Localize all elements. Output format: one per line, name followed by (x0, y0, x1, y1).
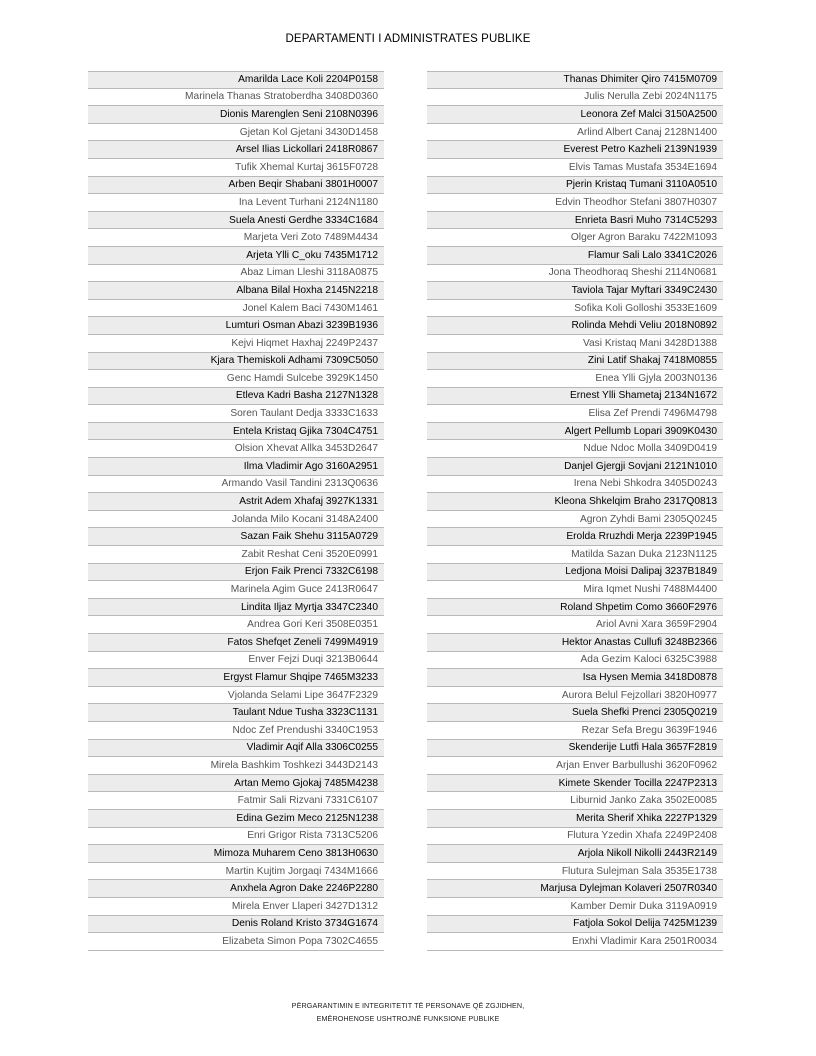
footer-line-1: PËRGARANTIMIN E INTEGRITETIT TË PERSONAVE QË ZGJIDHEN, (291, 1001, 525, 1010)
list-item: Ergyst Flamur Shqipe 7465M3233 (88, 669, 384, 687)
list-item: Etleva Kadri Basha 2127N1328 (88, 388, 384, 406)
list-item: Roland Shpetim Como 3660F2976 (427, 599, 723, 617)
list-item: Flamur Sali Lalo 3341C2026 (427, 247, 723, 265)
list-item: Edvin Theodhor Stefani 3807H0307 (427, 194, 723, 212)
list-item: Ariol Avni Xara 3659F2904 (427, 616, 723, 634)
list-item: Edina Gezim Meco 2125N1238 (88, 810, 384, 828)
list-item: Anxhela Agron Dake 2246P2280 (88, 880, 384, 898)
list-item: Genc Hamdi Sulcebe 3929K1450 (88, 370, 384, 388)
list-item: Sazan Faik Shehu 3115A0729 (88, 528, 384, 546)
list-item: Skenderije Lutfi Hala 3657F2819 (427, 740, 723, 758)
list-item: Matilda Sazan Duka 2123N1125 (427, 546, 723, 564)
list-item: Tufik Xhemal Kurtaj 3615F0728 (88, 159, 384, 177)
list-item: Arjola Nikoll Nikolli 2443R2149 (427, 845, 723, 863)
footer-line-2: EMËROHENOSE USHTROJNË FUNKSIONE PUBLIKE (316, 1014, 500, 1023)
list-item: Ina Levent Turhani 2124N1180 (88, 194, 384, 212)
list-item: Arjeta Ylli C_oku 7435M1712 (88, 247, 384, 265)
list-item: Erjon Faik Prenci 7332C6198 (88, 564, 384, 582)
list-item: Denis Roland Kristo 3734G1674 (88, 916, 384, 934)
list-item: Algert Pellumb Lopari 3909K0430 (427, 423, 723, 441)
list-item: Amarilda Lace Koli 2204P0158 (88, 71, 384, 89)
list-item: Lumturi Osman Abazi 3239B1936 (88, 317, 384, 335)
list-item: Enxhi Vladimir Kara 2501R0034 (427, 933, 723, 951)
list-item: Mira Iqmet Nushi 7488M4400 (427, 581, 723, 599)
list-item: Soren Taulant Dedja 3333C1633 (88, 405, 384, 423)
list-item: Flutura Yzedin Xhafa 2249P2408 (427, 828, 723, 846)
list-item: Fatjola Sokol Delija 7425M1239 (427, 916, 723, 934)
list-item: Enrieta Basri Muho 7314C5293 (427, 212, 723, 230)
list-item: Martin Kujtim Jorgaqi 7434M1666 (88, 863, 384, 881)
list-item: Danjel Gjergji Sovjani 2121N1010 (427, 458, 723, 476)
list-item: Vladimir Aqif Alla 3306C0255 (88, 740, 384, 758)
list-item: Olger Agron Baraku 7422M1093 (427, 229, 723, 247)
list-item: Leonora Zef Malci 3150A2500 (427, 106, 723, 124)
list-item: Gjetan Kol Gjetani 3430D1458 (88, 124, 384, 142)
list-item: Jolanda Milo Kocani 3148A2400 (88, 511, 384, 529)
list-item: Entela Kristaq Gjika 7304C4751 (88, 423, 384, 441)
list-item: Enver Fejzi Duqi 3213B0644 (88, 652, 384, 670)
list-item: Enea Ylli Gjyla 2003N0136 (427, 370, 723, 388)
list-item: Pjerin Kristaq Tumani 3110A0510 (427, 177, 723, 195)
list-item: Everest Petro Kazheli 2139N1939 (427, 141, 723, 159)
list-item: Albana Bilal Hoxha 2145N2218 (88, 282, 384, 300)
list-item: Taulant Ndue Tusha 3323C1131 (88, 704, 384, 722)
list-item: Suela Shefki Prenci 2305Q0219 (427, 704, 723, 722)
page-footer (0, 999, 816, 1025)
list-item: Ledjona Moisi Dalipaj 3237B1849 (427, 564, 723, 582)
list-item: Marjeta Veri Zoto 7489M4434 (88, 229, 384, 247)
list-item: Aurora Belul Fejzollari 3820H0977 (427, 687, 723, 705)
list-item: Isa Hysen Memia 3418D0878 (427, 669, 723, 687)
list-item: Kjara Themiskoli Adhami 7309C5050 (88, 353, 384, 371)
list-item: Zabit Reshat Ceni 3520E0991 (88, 546, 384, 564)
list-item: Kleona Shkelqim Braho 2317Q0813 (427, 493, 723, 511)
list-item: Andrea Gori Keri 3508E0351 (88, 616, 384, 634)
list-item: Irena Nebi Shkodra 3405D0243 (427, 476, 723, 494)
list-item: Kimete Skender Tocilla 2247P2313 (427, 775, 723, 793)
list-item: Olsion Xhevat Allka 3453D2647 (88, 440, 384, 458)
left-name-list (88, 71, 384, 951)
list-item: Artan Memo Gjokaj 7485M4238 (88, 775, 384, 793)
list-item: Fatos Shefqet Zeneli 7499M4919 (88, 634, 384, 652)
list-item: Elizabeta Simon Popa 7302C4655 (88, 933, 384, 951)
list-item: Ilma Vladimir Ago 3160A2951 (88, 458, 384, 476)
list-item: Kejvi Hiqmet Haxhaj 2249P2437 (88, 335, 384, 353)
list-item: Flutura Sulejman Sala 3535E1738 (427, 863, 723, 881)
list-item: Taviola Tajar Myftari 3349C2430 (427, 282, 723, 300)
list-item: Fatmir Sali Rizvani 7331C6107 (88, 792, 384, 810)
list-item: Mimoza Muharem Ceno 3813H0630 (88, 845, 384, 863)
list-item: Ada Gezim Kaloci 6325C3988 (427, 652, 723, 670)
page-title: DEPARTAMENTI I ADMINISTRATES PUBLIKE (285, 33, 531, 45)
list-item: Mirela Bashkim Toshkezi 3443D2143 (88, 757, 384, 775)
list-item: Armando Vasil Tandini 2313Q0636 (88, 476, 384, 494)
list-item: Mirela Enver Llaperi 3427D1312 (88, 898, 384, 916)
list-item: Arjan Enver Barbullushi 3620F0962 (427, 757, 723, 775)
right-name-list (427, 71, 723, 951)
list-item: Ernest Ylli Shametaj 2134N1672 (427, 388, 723, 406)
list-item: Ndue Ndoc Molla 3409D0419 (427, 440, 723, 458)
list-item: Jona Theodhoraq Sheshi 2114N0681 (427, 265, 723, 283)
list-item: Marinela Agim Guce 2413R0647 (88, 581, 384, 599)
list-item: Elisa Zef Prendi 7496M4798 (427, 405, 723, 423)
list-item: Agron Zyhdi Bami 2305Q0245 (427, 511, 723, 529)
list-item: Elvis Tamas Mustafa 3534E1694 (427, 159, 723, 177)
list-item: Liburnid Janko Zaka 3502E0085 (427, 792, 723, 810)
list-item: Merita Sherif Xhika 2227P1329 (427, 810, 723, 828)
list-item: Astrit Adem Xhafaj 3927K1331 (88, 493, 384, 511)
list-item: Sofika Koli Golloshi 3533E1609 (427, 300, 723, 318)
list-item: Dionis Marenglen Seni 2108N0396 (88, 106, 384, 124)
list-item: Arlind Albert Canaj 2128N1400 (427, 124, 723, 142)
list-item: Jonel Kalem Baci 7430M1461 (88, 300, 384, 318)
list-item: Zini Latif Shakaj 7418M0855 (427, 353, 723, 371)
list-item: Arben Beqir Shabani 3801H0007 (88, 177, 384, 195)
list-item: Ndoc Zef Prendushi 3340C1953 (88, 722, 384, 740)
list-item: Thanas Dhimiter Qiro 7415M0709 (427, 71, 723, 89)
list-item: Vjolanda Selami Lipe 3647F2329 (88, 687, 384, 705)
list-item: Lindita Iljaz Myrtja 3347C2340 (88, 599, 384, 617)
list-item: Kamber Demir Duka 3119A0919 (427, 898, 723, 916)
list-item: Vasi Kristaq Mani 3428D1388 (427, 335, 723, 353)
list-item: Enri Grigor Rista 7313C5206 (88, 828, 384, 846)
list-item: Julis Nerulla Zebi 2024N1175 (427, 89, 723, 107)
list-item: Abaz Liman Lleshi 3118A0875 (88, 265, 384, 283)
list-item: Marjusa Dylejman Kolaveri 2507R0340 (427, 880, 723, 898)
list-item: Marinela Thanas Stratoberdha 3408D0360 (88, 89, 384, 107)
list-item: Arsel Ilias Lickollari 2418R0867 (88, 141, 384, 159)
list-item: Rolinda Mehdi Veliu 2018N0892 (427, 317, 723, 335)
list-item: Erolda Rruzhdi Merja 2239P1945 (427, 528, 723, 546)
list-item: Suela Anesti Gerdhe 3334C1684 (88, 212, 384, 230)
list-item: Hektor Anastas Cullufi 3248B2366 (427, 634, 723, 652)
list-item: Rezar Sefa Bregu 3639F1946 (427, 722, 723, 740)
